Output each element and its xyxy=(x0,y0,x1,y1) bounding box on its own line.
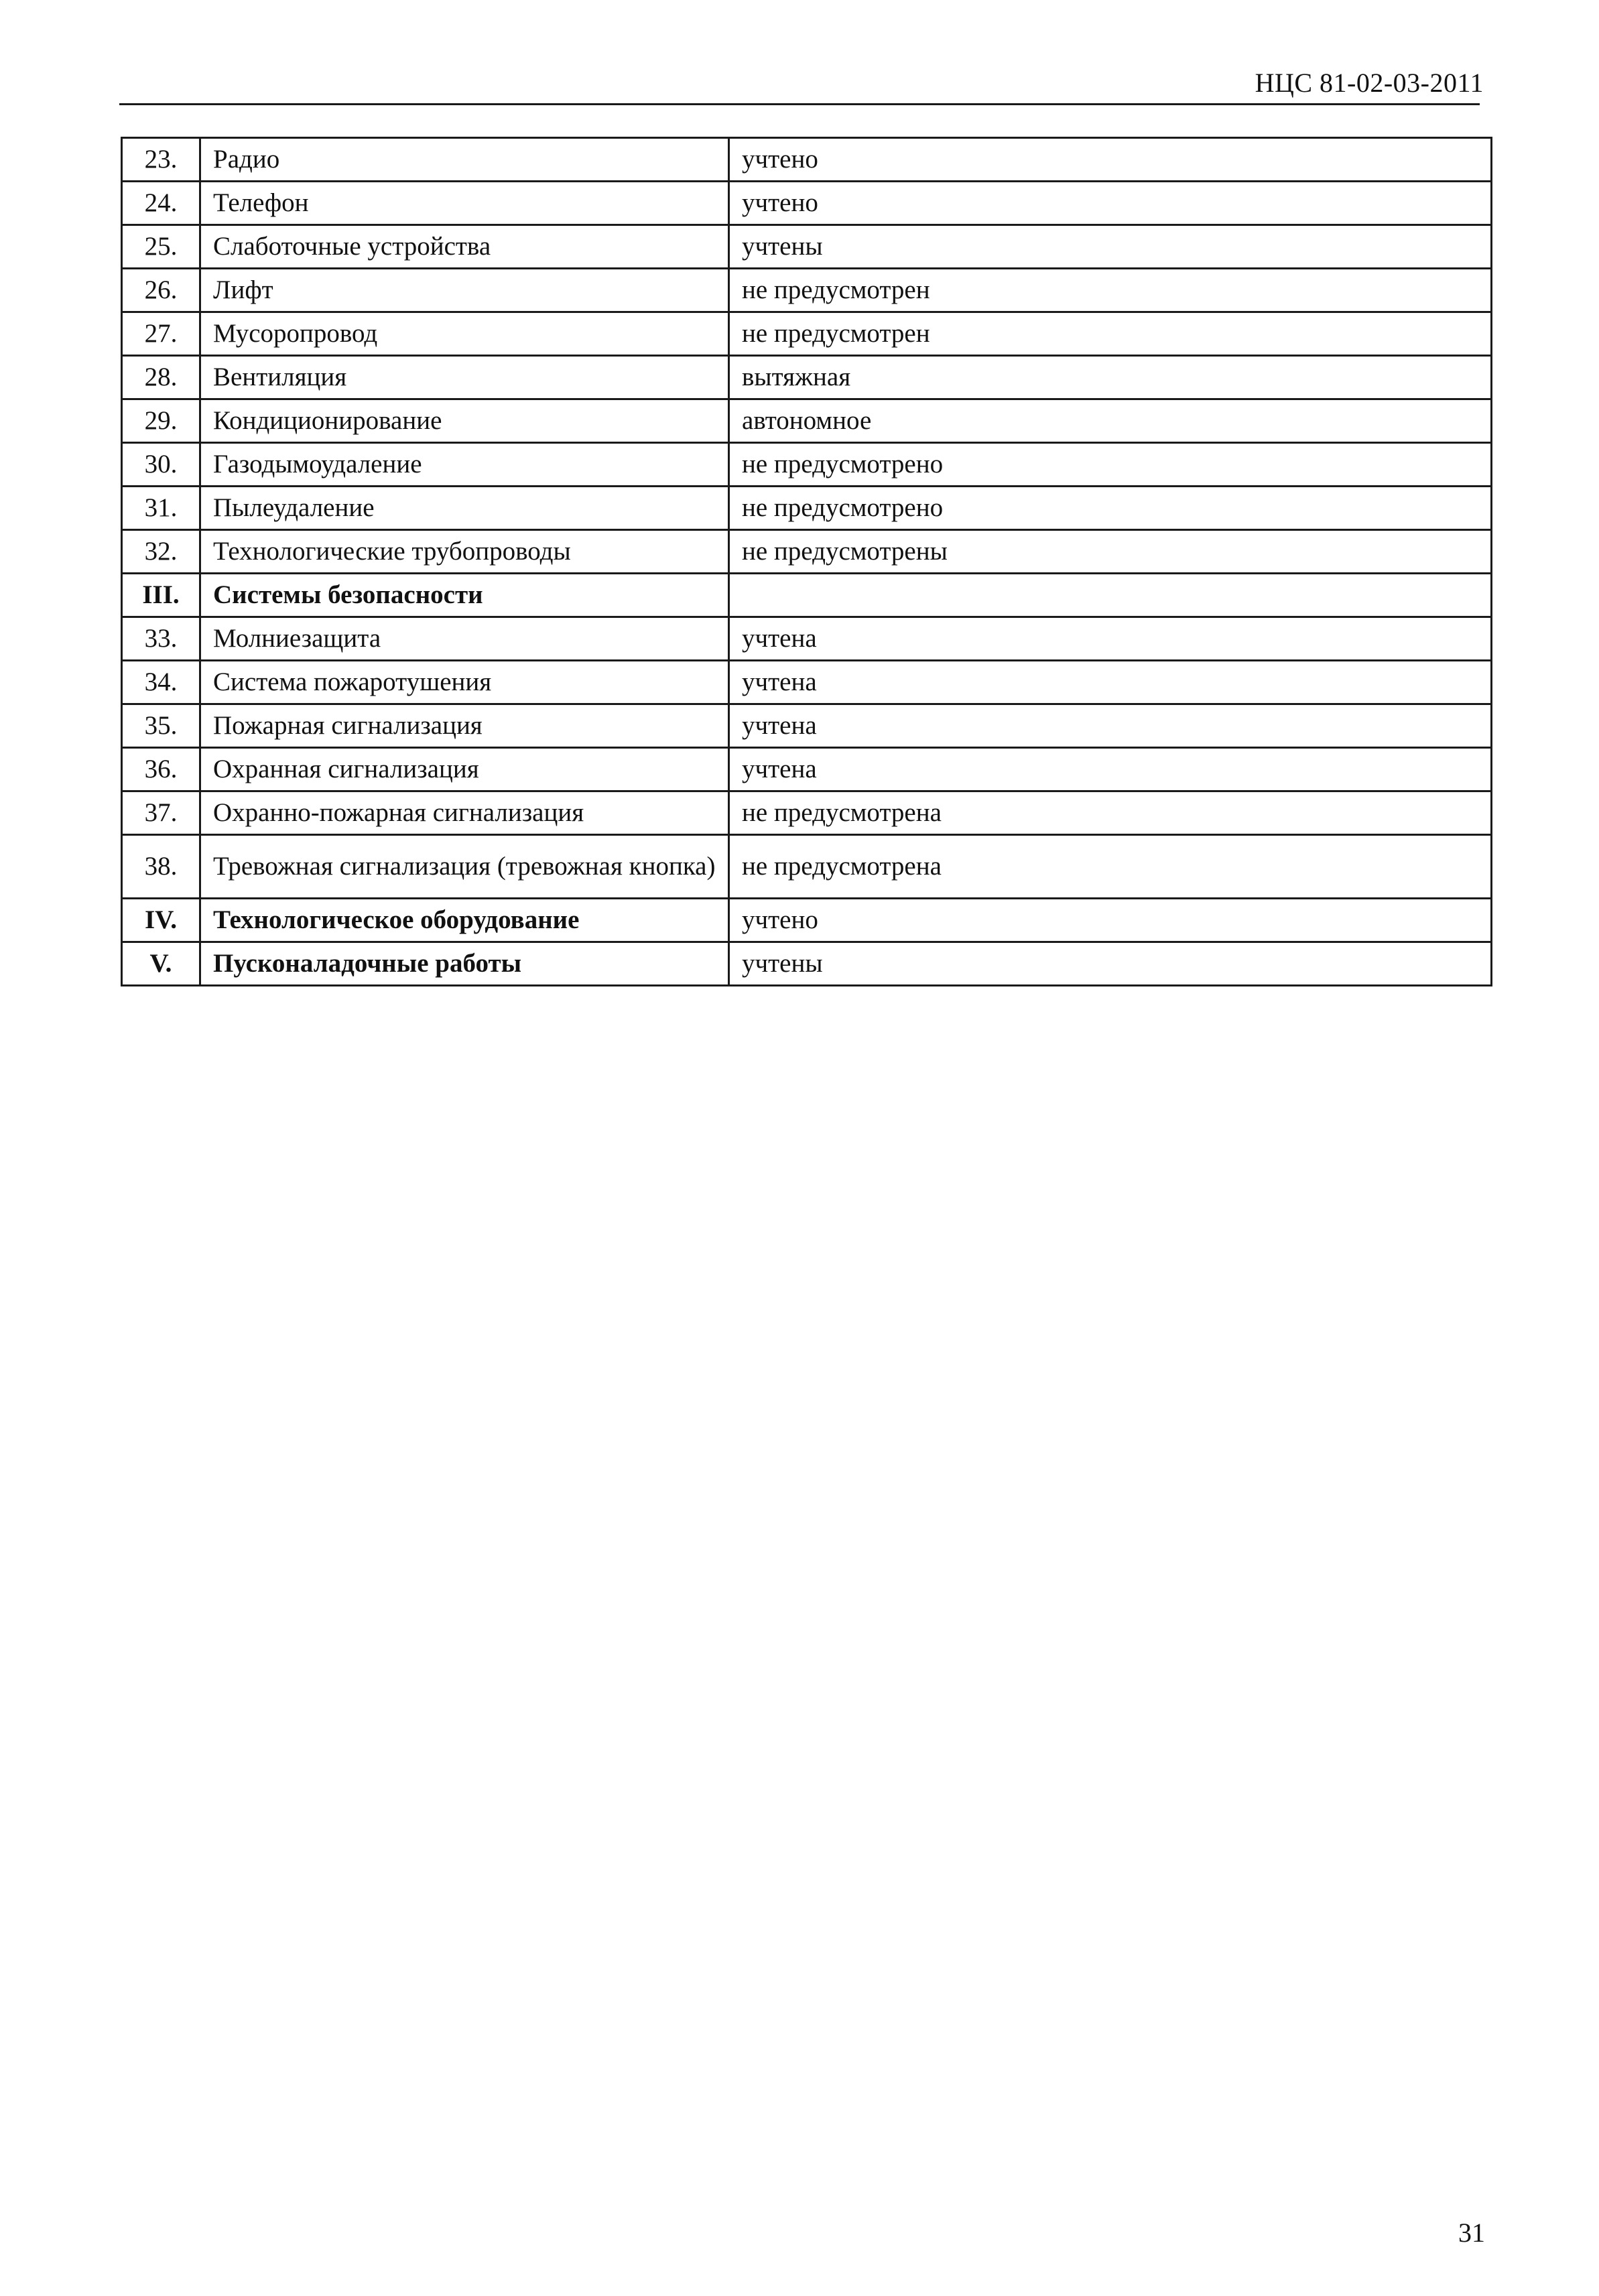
row-number: 34. xyxy=(122,661,200,704)
table-row xyxy=(122,835,1492,899)
row-status: учтена xyxy=(729,748,1492,791)
section-row xyxy=(122,574,1492,617)
table-row xyxy=(122,661,1492,704)
row-number: 28. xyxy=(122,356,200,399)
section-row xyxy=(122,899,1492,942)
header-rule xyxy=(119,103,1480,105)
section-number: V. xyxy=(122,942,200,986)
row-number: 26. xyxy=(122,269,200,312)
row-number: 31. xyxy=(122,487,200,530)
row-name: Слаботочные устройства xyxy=(200,225,729,269)
row-number: 29. xyxy=(122,399,200,443)
row-name: Лифт xyxy=(200,269,729,312)
table-row xyxy=(122,530,1492,574)
table-row xyxy=(122,356,1492,399)
row-name: Пожарная сигнализация xyxy=(200,704,729,748)
row-number: 30. xyxy=(122,443,200,487)
row-name: Мусоропровод xyxy=(200,312,729,356)
row-name: Тревожная сигнализация (тревожная кнопка) xyxy=(200,835,729,899)
table-row xyxy=(122,399,1492,443)
row-status: не предусмотрено xyxy=(729,443,1492,487)
table-row xyxy=(122,182,1492,225)
row-name: Технологические трубопроводы xyxy=(200,530,729,574)
row-name: Молниезащита xyxy=(200,617,729,661)
row-status: не предусмотрен xyxy=(729,269,1492,312)
table-row xyxy=(122,748,1492,791)
row-name: Вентиляция xyxy=(200,356,729,399)
row-number: 37. xyxy=(122,791,200,835)
row-status: не предусмотрено xyxy=(729,487,1492,530)
section-status: учтены xyxy=(729,942,1492,986)
specification-table xyxy=(121,137,1492,986)
row-status: учтены xyxy=(729,225,1492,269)
table-row xyxy=(122,138,1492,182)
row-status: учтено xyxy=(729,182,1492,225)
row-number: 35. xyxy=(122,704,200,748)
row-status: учтено xyxy=(729,138,1492,182)
row-number: 33. xyxy=(122,617,200,661)
row-name: Радио xyxy=(200,138,729,182)
row-status: не предусмотрен xyxy=(729,312,1492,356)
row-number: 32. xyxy=(122,530,200,574)
section-number: IV. xyxy=(122,899,200,942)
section-row xyxy=(122,942,1492,986)
row-name: Пылеудаление xyxy=(200,487,729,530)
row-number: 38. xyxy=(122,835,200,899)
row-number: 25. xyxy=(122,225,200,269)
table-row xyxy=(122,791,1492,835)
row-name: Телефон xyxy=(200,182,729,225)
table-row xyxy=(122,269,1492,312)
section-title: Пусконаладочные работы xyxy=(200,942,729,986)
row-name: Система пожаротушения xyxy=(200,661,729,704)
section-status xyxy=(729,574,1492,617)
row-name: Газодымоудаление xyxy=(200,443,729,487)
row-status: учтена xyxy=(729,704,1492,748)
row-status: не предусмотрена xyxy=(729,791,1492,835)
table-row xyxy=(122,487,1492,530)
row-status: учтена xyxy=(729,661,1492,704)
section-title: Технологическое оборудование xyxy=(200,899,729,942)
row-status: не предусмотрены xyxy=(729,530,1492,574)
row-status: не предусмотрена xyxy=(729,835,1492,899)
table-row xyxy=(122,312,1492,356)
table-row xyxy=(122,443,1492,487)
section-title: Системы безопасности xyxy=(200,574,729,617)
row-number: 27. xyxy=(122,312,200,356)
row-status: автономное xyxy=(729,399,1492,443)
row-status: учтена xyxy=(729,617,1492,661)
table-row xyxy=(122,617,1492,661)
page-number: 31 xyxy=(1458,2218,1485,2248)
row-number: 24. xyxy=(122,182,200,225)
table-row xyxy=(122,225,1492,269)
row-name: Охранная сигнализация xyxy=(200,748,729,791)
row-status: вытяжная xyxy=(729,356,1492,399)
row-number: 36. xyxy=(122,748,200,791)
row-name: Охранно-пожарная сигнализация xyxy=(200,791,729,835)
document-code: НЦС 81-02-03-2011 xyxy=(1255,68,1484,98)
row-number: 23. xyxy=(122,138,200,182)
section-status: учтено xyxy=(729,899,1492,942)
table-row xyxy=(122,704,1492,748)
row-name: Кондиционирование xyxy=(200,399,729,443)
section-number: III. xyxy=(122,574,200,617)
